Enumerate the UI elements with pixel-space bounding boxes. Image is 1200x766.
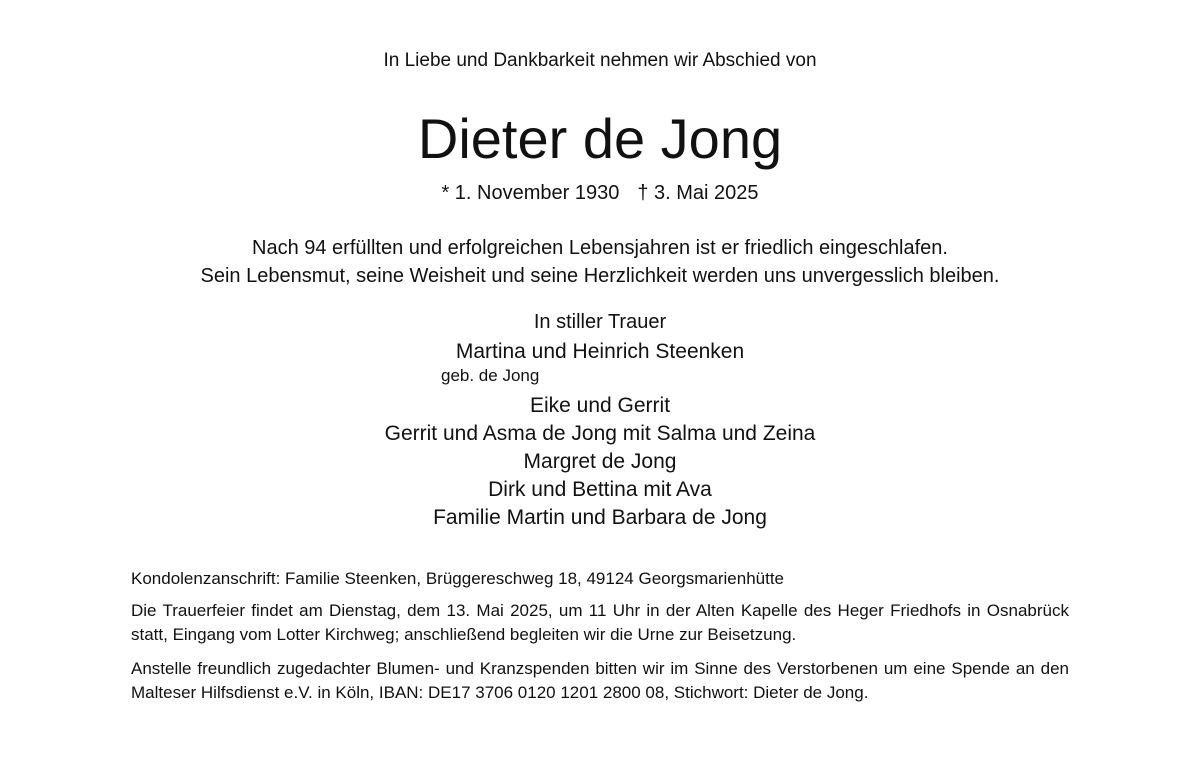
memorial-text [0,234,1200,290]
condolence-address: Kondolenzanschrift: Familie Steenken, Brüggereschweg 18, 49124 Georgsmarienhütte [131,569,784,588]
intro-line: In Liebe und Dankbarkeit nehmen wir Abschied von [383,50,817,71]
ceremony-info: Die Trauerfeier findet am Dienstag, dem 13. Mai 2025, um 11 Uhr in der Alten Kapelle des Heger Friedhofs in Osnabrück statt, Eingang vom Lotter Kirchweg; anschließend begleiten wir die Urne zur Beisetzung. [131,601,1069,644]
birth-date: * 1. November 1930 [441,182,620,204]
mourning-title: In stiller Trauer [533,311,667,333]
mourner-name: Eike und Gerrit [529,394,671,417]
mourner-birth-name: geb. de Jong [441,366,540,385]
memorial-text-line: Nach 94 erfüllten und erfolgreichen Lebensjahren ist er friedlich eingeschlafen. [252,237,948,259]
life-dates [0,180,1200,206]
mourner-name: Margret de Jong [523,450,677,473]
deceased-name: Dieter de Jong [417,107,783,170]
mourner-name: Gerrit und Asma de Jong mit Salma und Zeina [384,422,816,445]
death-date: † 3. Mai 2025 [637,182,759,204]
memorial-text-line: Sein Lebensmut, seine Weisheit und seine Herzlichkeit werden uns unvergesslich bleiben. [200,265,1000,287]
mourner-name: Familie Martin und Barbara de Jong [433,506,767,529]
mourner-name: Dirk und Bettina mit Ava [488,478,712,501]
mourner-primary [0,338,1200,366]
mourner-name: Martina und Heinrich Steenken [455,340,745,363]
mourner-list [0,392,1200,532]
donation-info: Anstelle freundlich zugedachter Blumen- und Kranzspenden bitten wir im Sinne des Verstorbenen um eine Spende an den Malteser Hilfsdienst e.V. in Köln, IBAN: DE17 3706 0120 1201 2800 08, Stichwort: Dieter de Jong. [131,659,1069,702]
